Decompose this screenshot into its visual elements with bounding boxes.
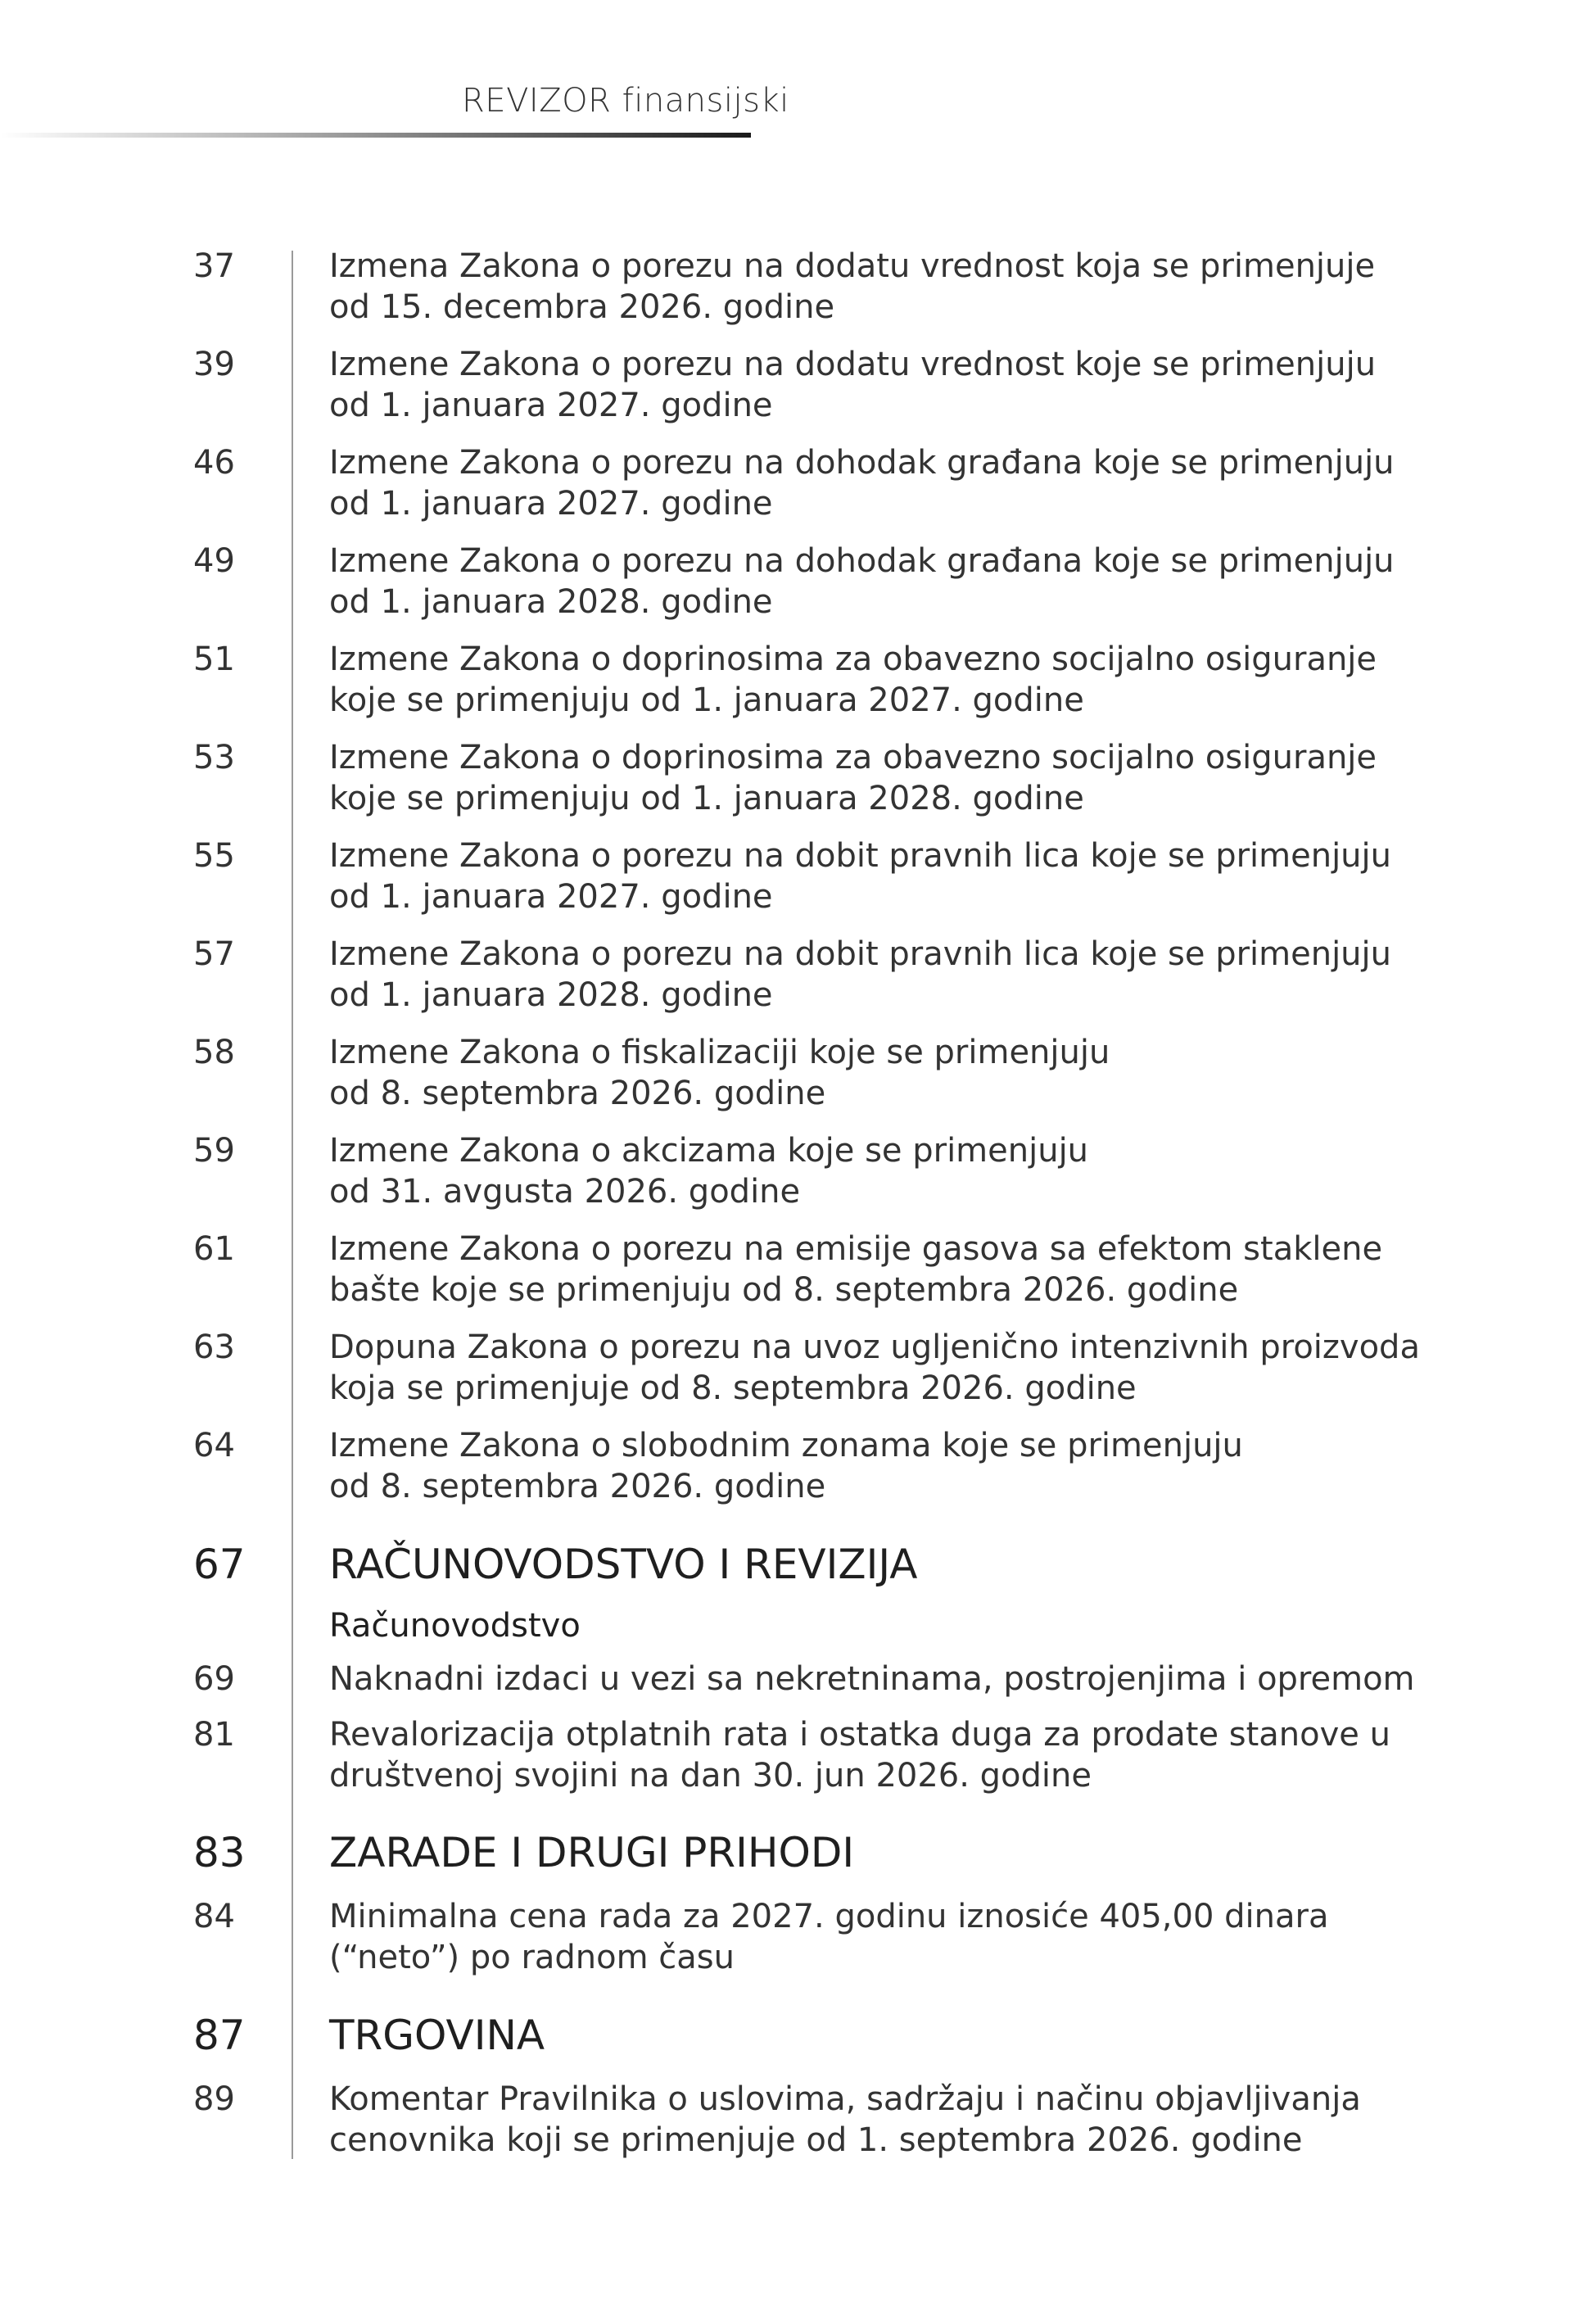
toc-entry-title — [329, 934, 1394, 1016]
toc-entry-line: od 1. januara 2027. godine — [329, 387, 773, 424]
toc-section-page-number: 83 — [193, 1829, 246, 1876]
header-rule — [0, 133, 751, 138]
toc-entry-line: bašte koje se primenjuju od 8. septembra 2026. godine — [329, 1271, 1239, 1309]
toc-entry-line: (“neto”) po radnom času — [329, 1939, 735, 1976]
toc-page-number: 55 — [193, 837, 235, 875]
toc-entry-line: Izmene Zakona o porezu na dodatu vrednost koje se primenjuju — [329, 346, 1377, 383]
toc-page-number: 57 — [193, 935, 235, 973]
toc-entry-title — [329, 1714, 1394, 1796]
toc-entry-title — [329, 1229, 1394, 1310]
toc-subsection-title-text: Računovodstvo — [329, 1607, 581, 1645]
toc-page-number: 53 — [193, 739, 235, 776]
toc-entry-line: od 1. januara 2027. godine — [329, 485, 773, 523]
toc-entry-line: od 1. januara 2028. godine — [329, 976, 773, 1014]
toc-page-number: 46 — [193, 444, 235, 482]
toc-entry-title — [329, 1032, 1394, 1114]
toc-section-page-number: 67 — [193, 1541, 246, 1588]
toc-entry-line: od 31. avgusta 2026. godine — [329, 1173, 801, 1211]
toc-section-title — [329, 2011, 1394, 2060]
toc-section-title-text: TRGOVINA — [329, 2012, 545, 2059]
toc-entry-line: od 1. januara 2028. godine — [329, 583, 773, 621]
toc-entry-title — [329, 835, 1394, 917]
toc-entry-title — [329, 1896, 1394, 1978]
toc-page-number: 64 — [193, 1427, 235, 1464]
toc-entry-title — [329, 246, 1394, 328]
toc-entry-title — [329, 1327, 1420, 1409]
toc-entry-line: Izmene Zakona o porezu na dohodak građana koje se primenjuju — [329, 542, 1395, 580]
toc-column-divider — [292, 251, 293, 2159]
toc-entry-line: Izmene Zakona o fiskalizaciji koje se primenjuju — [329, 1034, 1110, 1071]
toc-section-title-text: ZARADE I DRUGI PRIHODI — [329, 1829, 855, 1876]
toc-entry-line: Izmene Zakona o porezu na dobit pravnih lica koje se primenjuju — [329, 935, 1391, 973]
toc-section-title — [329, 1828, 1394, 1877]
toc-entry-title — [329, 1130, 1394, 1212]
toc-entry-line: Minimalna cena rada za 2027. godinu iznosiće 405,00 dinara — [329, 1898, 1329, 1935]
toc-page-number: 51 — [193, 640, 235, 678]
toc-section-title — [329, 1540, 1394, 1589]
toc-page-number: 37 — [193, 247, 235, 285]
toc-entry-line: od 8. septembra 2026. godine — [329, 1075, 826, 1112]
toc-entry-line: Izmene Zakona o doprinosima za obavezno socijalno osiguranje — [329, 739, 1377, 776]
toc-entry-line: koje se primenjuju od 1. januara 2028. godine — [329, 780, 1084, 817]
toc-entry-line: koje se primenjuju od 1. januara 2027. godine — [329, 681, 1084, 719]
toc-entry-title — [329, 2079, 1394, 2161]
toc-page-number: 59 — [193, 1132, 235, 1170]
toc-entry-title — [329, 1659, 1415, 1700]
toc-entry-line: društvenoj svojini na dan 30. jun 2026. godine — [329, 1757, 1092, 1795]
toc-entry-line: Izmene Zakona o doprinosima za obavezno socijalno osiguranje — [329, 640, 1377, 678]
toc-page-number: 89 — [193, 2080, 235, 2118]
toc-entry-title — [329, 639, 1394, 721]
toc-entry-line: Izmena Zakona o porezu na dodatu vrednost koja se primenjuje — [329, 247, 1376, 285]
toc-entry-title — [329, 442, 1394, 524]
toc-entry-line: Izmene Zakona o porezu na dohodak građana koje se primenjuju — [329, 444, 1395, 482]
toc-entry-title — [329, 344, 1394, 426]
toc-entry-title — [329, 737, 1394, 819]
toc-page-number: 61 — [193, 1230, 235, 1268]
toc-entry-title — [329, 1425, 1394, 1507]
toc-page-number: 58 — [193, 1034, 235, 1071]
toc-entry-line: od 8. septembra 2026. godine — [329, 1468, 826, 1505]
toc-entry-line: Komentar Pravilnika o uslovima, sadržaju i načinu objavljivanja — [329, 2080, 1361, 2118]
toc-section-page-number: 87 — [193, 2012, 246, 2059]
toc-entry-line: Izmene Zakona o slobodnim zonama koje se primenjuju — [329, 1427, 1243, 1464]
toc-page-number: 81 — [193, 1716, 235, 1754]
toc-entry-line: cenovnika koji se primenjuje od 1. septembra 2026. godine — [329, 2121, 1303, 2159]
toc-page-number: 39 — [193, 346, 235, 383]
toc-entry-line: Revalorizacija otplatnih rata i ostatka duga za prodate stanove u — [329, 1716, 1390, 1754]
toc-entry-line: od 1. januara 2027. godine — [329, 878, 773, 916]
toc-page-number: 84 — [193, 1898, 235, 1935]
toc-subsection-title — [329, 1605, 1394, 1646]
toc-entry-line: Naknadni izdaci u vezi sa nekretninama, postrojenjima i opremom — [329, 1660, 1415, 1698]
running-header-title: REVIZOR finansijski — [462, 82, 789, 120]
toc-entry-line: od 15. decembra 2026. godine — [329, 288, 835, 326]
toc-section-title-text: RAČUNOVODSTVO I REVIZIJA — [329, 1541, 918, 1588]
toc-entry-line: Dopuna Zakona o porezu na uvoz ugljenično intenzivnih proizvoda — [329, 1328, 1420, 1366]
toc-page-number: 69 — [193, 1660, 235, 1698]
toc-page-number: 49 — [193, 542, 235, 580]
toc-entry-line: Izmene Zakona o akcizama koje se primenjuju — [329, 1132, 1089, 1170]
toc-entry-line: Izmene Zakona o porezu na dobit pravnih lica koje se primenjuju — [329, 837, 1391, 875]
toc-entry-title — [329, 541, 1394, 622]
toc-page-number: 63 — [193, 1328, 235, 1366]
toc-entry-line: Izmene Zakona o porezu na emisije gasova sa efektom staklene — [329, 1230, 1383, 1268]
toc-entry-line: koja se primenjuje od 8. septembra 2026. godine — [329, 1369, 1137, 1407]
